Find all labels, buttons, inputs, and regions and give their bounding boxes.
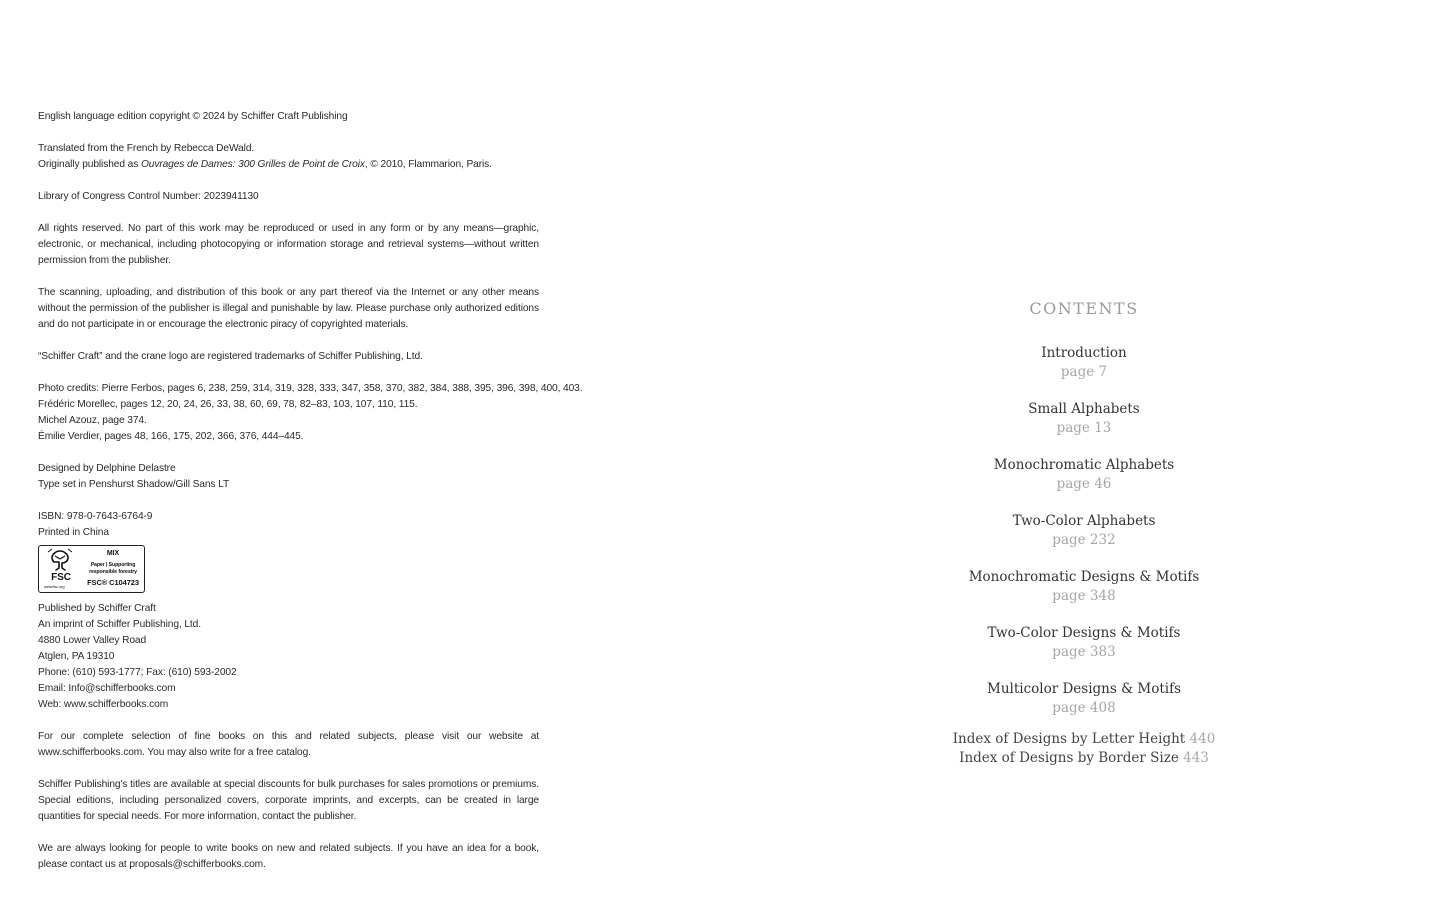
rights-paragraph: All rights reserved. No part of this work may be reproduced or used in any form or by any means—graphic, electronic, or mechanical, including photocopying or information storage and retrieval systems—without written permission from the publisher. bbox=[38, 223, 539, 266]
toc-entry-page: page 348 bbox=[1052, 588, 1116, 604]
publisher-line: Published by Schiffer Craft bbox=[38, 603, 156, 614]
fsc-sub-2: responsible forestry bbox=[89, 568, 137, 575]
fsc-brand: FSC bbox=[51, 572, 71, 582]
fsc-www: www.fsc.org bbox=[44, 584, 65, 589]
publisher-line: 4880 Lower Valley Road bbox=[38, 635, 147, 646]
design-credits bbox=[38, 461, 539, 493]
copyright-page bbox=[38, 109, 583, 889]
table-of-contents bbox=[883, 296, 1285, 768]
typeset-line: Type set in Penshurst Shadow/Gill Sans LT bbox=[38, 479, 230, 490]
isbn-block bbox=[38, 509, 539, 541]
printed-in-line: Printed in China bbox=[38, 527, 109, 538]
fsc-code: FSC® C104723 bbox=[87, 578, 139, 587]
toc-entry bbox=[883, 567, 1285, 623]
discounts-paragraph: Schiffer Publishing's titles are available at special discounts for bulk purchases for sales promotions or premiums. Special editions, including personalized covers, corporate imprints, and excerpts, can be created in large quantities for special needs. For more information, contact the publisher. bbox=[38, 779, 539, 822]
publisher-web: Web: www.schifferbooks.com bbox=[38, 699, 169, 710]
contents-title: CONTENTS bbox=[1029, 299, 1139, 318]
photo-credit-line: Michel Azouz, page 374. bbox=[38, 415, 147, 426]
publisher-line: Atglen, PA 19310 bbox=[38, 651, 115, 662]
toc-entry bbox=[883, 679, 1285, 735]
index-entry-page: 443 bbox=[1183, 750, 1209, 766]
isbn-line: ISBN: 978-0-7643-6764-9 bbox=[38, 511, 153, 522]
index-entry-page: 440 bbox=[1189, 731, 1216, 747]
original-publication: Originally published as Ouvrages de Dames: 300 Grilles de Point de Croix, © 2010, Flammarion, Paris. bbox=[38, 159, 492, 170]
proposals-paragraph: We are always looking for people to write books on new and related subjects. If you have an idea for a book, please contact us at proposals@schifferbooks.com. bbox=[38, 843, 539, 870]
toc-entry-page: page 7 bbox=[1060, 364, 1108, 380]
toc-entry-page: page 383 bbox=[1052, 644, 1116, 660]
toc-entry-name: Introduction bbox=[1041, 345, 1127, 361]
toc-entry-page: page 46 bbox=[1056, 476, 1112, 492]
catalog-paragraph: For our complete selection of fine books on this and related subjects, please visit our website at www.schifferbooks.com. You may also write for a free catalog. bbox=[38, 731, 539, 758]
photo-credit-line: Émilie Verdier, pages 48, 166, 175, 202, 366, 376, 444–445. bbox=[38, 431, 304, 442]
toc-entry-name: Small Alphabets bbox=[1028, 401, 1140, 417]
toc-entry bbox=[883, 343, 1285, 399]
fsc-logo bbox=[38, 545, 145, 593]
publisher-line: An imprint of Schiffer Publishing, Ltd. bbox=[38, 619, 201, 630]
index-entry bbox=[883, 730, 1285, 749]
copyright-line: English language edition copyright © 2024 by Schiffer Craft Publishing bbox=[38, 111, 348, 122]
photo-credits bbox=[38, 381, 583, 445]
publisher-block bbox=[38, 601, 539, 713]
toc-entry-name: Two-Color Designs & Motifs bbox=[987, 625, 1181, 641]
toc-entry-name: Monochromatic Designs & Motifs bbox=[968, 569, 1200, 585]
toc-entry-page: page 13 bbox=[1056, 420, 1112, 436]
toc-entry bbox=[883, 623, 1285, 679]
toc-entry bbox=[883, 455, 1285, 511]
toc-entry-page: page 232 bbox=[1052, 532, 1116, 548]
trademark-line: “Schiffer Craft” and the crane logo are registered trademarks of Schiffer Publishing, Ltd. bbox=[38, 351, 423, 362]
fsc-sub-1: Paper | Supporting bbox=[90, 562, 136, 568]
toc-entry-name: Monochromatic Alphabets bbox=[993, 457, 1175, 473]
publisher-line: Phone: (610) 593-1777; Fax: (610) 593-2002 bbox=[38, 667, 237, 678]
toc-entry-name: Multicolor Designs & Motifs bbox=[987, 681, 1181, 697]
translated-by: Translated from the French by Rebecca DeWald. bbox=[38, 143, 255, 154]
scanning-paragraph: The scanning, uploading, and distribution of this book or any part thereof via the Internet or any other means without the permission of the publisher is illegal and punishable by law. Please purchase only authorized editions and do not participate in or encourage the electronic piracy of copyrighted materials. bbox=[38, 287, 539, 330]
fsc-mix: MIX bbox=[106, 550, 120, 557]
index-entry-name: Index of Designs by Border Size bbox=[959, 750, 1179, 766]
toc-entry-page: page 408 bbox=[1052, 700, 1116, 716]
translation-note bbox=[38, 141, 539, 173]
toc-entry-name: Two-Color Alphabets bbox=[1012, 513, 1156, 529]
toc-entry bbox=[883, 511, 1285, 567]
original-title: Ouvrages de Dames: 300 Grilles de Point de Croix bbox=[140, 159, 365, 170]
index-entry-name: Index of Designs by Letter Height bbox=[952, 731, 1186, 747]
index-entry bbox=[883, 749, 1285, 768]
toc-entry bbox=[883, 399, 1285, 455]
index-list bbox=[883, 730, 1285, 768]
publisher-email: Email: Info@schifferbooks.com bbox=[38, 683, 176, 694]
designer-line: Designed by Delphine Delastre bbox=[38, 463, 176, 474]
fsc-tree-icon bbox=[43, 548, 79, 582]
photo-credit-line: Photo credits: Pierre Ferbos, pages 6, 238, 259, 314, 319, 328, 333, 347, 358, 370, 382, 384, 388, 395, 396, 398, 400, 403. bbox=[38, 383, 583, 394]
loc-number: Library of Congress Control Number: 2023941130 bbox=[38, 191, 259, 202]
photo-credit-line: Frédéric Morellec, pages 12, 20, 24, 26, 33, 38, 60, 69, 78, 82–83, 103, 107, 110, 115. bbox=[38, 399, 418, 410]
fsc-label bbox=[83, 549, 143, 588]
